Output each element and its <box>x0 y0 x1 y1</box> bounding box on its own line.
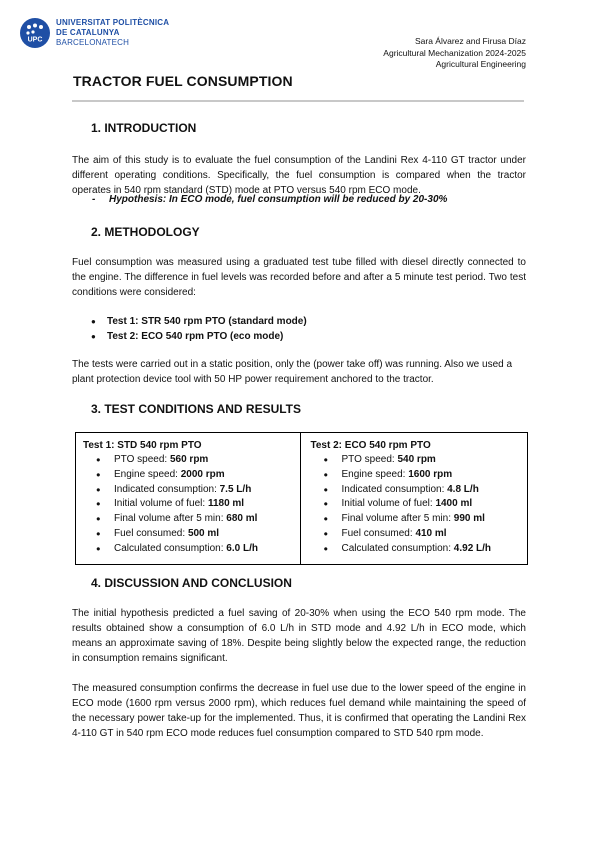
discussion-paragraph-1: The initial hypothesis predicted a fuel saving of 20-30% when using the ECO 540 rpm mode. The results obtained show a consumption of 6.0 L/h in STD mode and 4.92 L/h in ECO mode, which means an approximate saving of 18%. Despite being slightly below the expected range, the reduction in consumption remains significant. <box>72 608 526 664</box>
list-item: ● Test 2: ECO 540 rpm PTO (eco mode) <box>91 329 307 344</box>
section-heading-methodology: 2. METHODOLOGY <box>91 225 200 239</box>
list-item: ● PTO speed: 540 rpm <box>311 453 528 468</box>
section-heading-results: 3. TEST CONDITIONS AND RESULTS <box>91 402 302 416</box>
university-name-line3: BARCELONATECH <box>56 38 130 47</box>
results-column-test2 <box>300 433 528 564</box>
hypothesis-item <box>92 194 447 205</box>
test2-title: Test 2: ECO 540 rpm PTO <box>310 440 431 451</box>
test2-list <box>311 453 528 557</box>
list-item: ● Engine speed: 2000 rpm <box>83 468 300 483</box>
list-item: ● Test 1: STR 540 rpm PTO (standard mode) <box>91 314 307 329</box>
university-logo <box>20 18 169 48</box>
section-heading-introduction: 1. INTRODUCTION <box>91 121 197 135</box>
header-info <box>383 36 526 71</box>
page-title: TRACTOR FUEL CONSUMPTION <box>73 73 293 89</box>
list-item: ● Final volume after 5 min: 680 ml <box>83 512 300 527</box>
list-item: ● Initial volume of fuel: 1180 ml <box>83 497 300 512</box>
list-item: ● Fuel consumed: 500 ml <box>83 527 300 542</box>
hypothesis-text: Hypothesis: In ECO mode, fuel consumption will be reduced by 20-30% <box>109 194 448 205</box>
test-conditions-list <box>91 314 307 344</box>
list-item: ● Initial volume of fuel: 1400 ml <box>311 497 528 512</box>
university-name-line1: UNIVERSITAT POLITÈCNICA <box>56 18 170 27</box>
list-item: ● PTO speed: 560 rpm <box>83 453 300 468</box>
upc-logo-icon <box>20 18 50 48</box>
header-course: Agricultural Mechanization 2024-2025 <box>383 47 526 58</box>
header-degree: Agricultural Engineering <box>435 59 526 70</box>
methodology-paragraph-2: The tests were carried out in a static position, only the (power take off) was running. Also we used a plant protection device tool with 50 HP power requirement anchored to the tractor. <box>72 359 513 385</box>
section-heading-discussion: 4. DISCUSSION AND CONCLUSION <box>91 576 292 590</box>
list-item: ● Indicated consumption: 7.5 L/h <box>83 483 300 498</box>
test1-title: Test 1: STD 540 rpm PTO <box>83 440 202 451</box>
university-name <box>56 18 169 48</box>
university-name-line2: DE CATALUNYA <box>56 28 120 37</box>
discussion-paragraph-2: The measured consumption confirms the decrease in fuel use due to the lower speed of the engine in ECO mode (1600 rpm versus 2000 rpm), which reduces fuel demand while maintaining the speed of the necessary power take-up for the implemented. Thus, it is confirmed that operating the Landini Rex 4-110 GT in 540 rpm ECO mode reduces fuel consumption compared to STD 540 rpm mode. <box>72 683 526 739</box>
test1-list <box>83 453 300 557</box>
list-item: ● Final volume after 5 min: 990 ml <box>311 512 528 527</box>
list-item: ● Fuel consumed: 410 ml <box>311 527 528 542</box>
logo-mark-text: UPC <box>27 36 43 44</box>
introduction-paragraph: The aim of this study is to evaluate the fuel consumption of the Landini Rex 4-110 GT tractor under different operating conditions. Specifically, the fuel consumption is compared when the tractor operates in 540 rpm standard (STD) mode at PTO versus 540 rpm ECO mode. <box>72 155 526 196</box>
methodology-paragraph: Fuel consumption was measured using a graduated test tube filled with diesel directly connected to the engine. The difference in fuel levels was recorded before and after a 5 minute test period. Two test conditions were considered: <box>72 257 526 298</box>
list-item: ● Indicated consumption: 4.8 L/h <box>311 483 528 498</box>
list-item: ● Calculated consumption: 6.0 L/h <box>83 542 300 557</box>
header-authors: Sara Álvarez and Firusa Díaz <box>414 36 526 46</box>
list-item: ● Calculated consumption: 4.92 L/h <box>311 542 528 557</box>
results-column-test1 <box>76 433 300 564</box>
results-table <box>75 432 528 565</box>
hypothesis-bullet: - <box>92 194 96 205</box>
list-item: ● Engine speed: 1600 rpm <box>311 468 528 483</box>
title-divider <box>72 100 524 102</box>
